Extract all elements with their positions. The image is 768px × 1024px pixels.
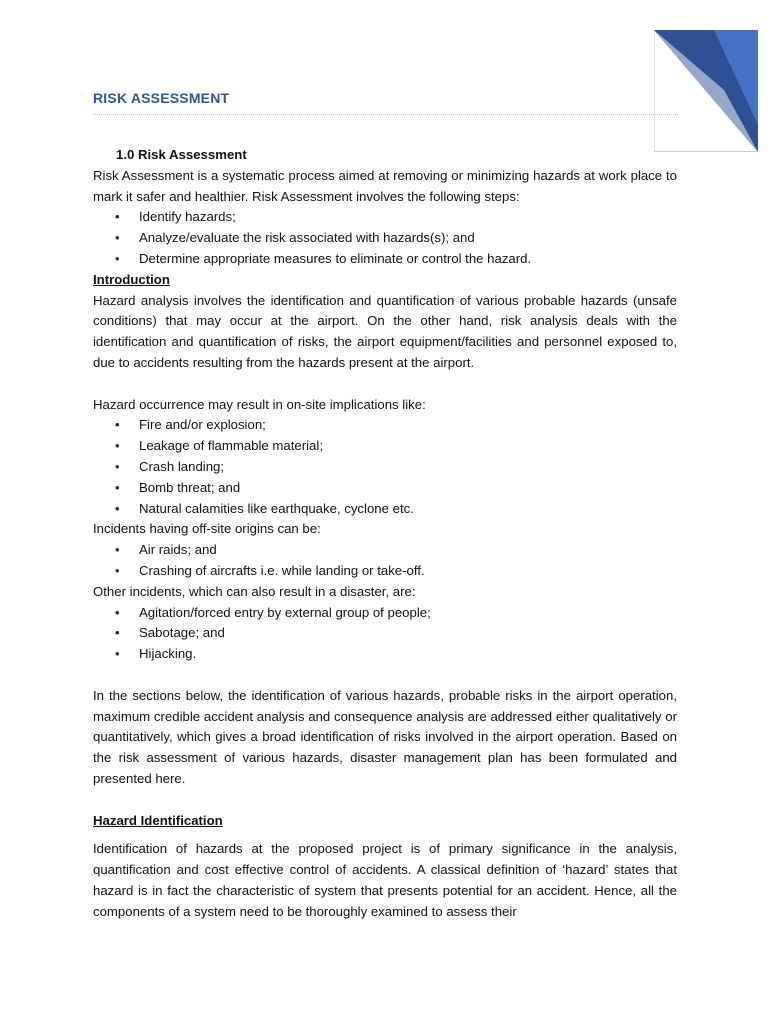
list-item: • Identify hazards; [93, 207, 677, 228]
offsite-lead: Incidents having off-site origins can be: [93, 521, 321, 537]
list-item: • Analyze/evaluate the risk associated with hazards(s); and [93, 228, 677, 249]
bullet-icon: • [115, 458, 120, 474]
list-item: • Fire and/or explosion; [93, 415, 677, 436]
heading-hazard-identification: Hazard Identification [93, 812, 223, 828]
bullet-icon: • [115, 625, 120, 641]
bullet-icon: • [115, 604, 120, 620]
bullet-icon: • [115, 438, 120, 454]
onsite-lead: Hazard occurrence may result in on-site implications like: [93, 396, 426, 412]
bullet-icon: • [115, 230, 120, 246]
list-item: • Determine appropriate measures to eliminate or control the hazard. [93, 249, 677, 270]
list-item: • Crashing of aircrafts i.e. while landing or take-off. [93, 561, 677, 582]
paragraph-introduction: Hazard analysis involves the identification and quantification of various probable hazards (unsafe conditions) that may occur at the airport. On the other hand, risk analysis deals with the identification and quantification of risks, the airport equipment/facilities and personnel exposed to, due to accidents resulting from the hazards present at the airport. [93, 292, 677, 370]
list-item: • Sabotage; and [93, 623, 677, 644]
paragraph-risk-assessment: Risk Assessment is a systematic process aimed at removing or minimizing hazards at work place to mark it safer and healthier. Risk Assessment involves the following steps: [93, 167, 677, 204]
list-item: • Agitation/forced entry by external group of people; [93, 603, 677, 624]
bullet-icon: • [115, 542, 120, 558]
bullet-icon: • [115, 479, 120, 495]
corner-decoration [654, 30, 758, 152]
bullet-icon: • [115, 646, 120, 662]
bullet-icon: • [115, 417, 120, 433]
onsite-list [93, 415, 677, 519]
bullet-icon: • [115, 500, 120, 516]
paragraph-sections-below: In the sections below, the identification of various hazards, probable risks in the airport operation, maximum credible accident analysis and consequence analysis are addressed either qualitatively or quantitatively, which gives a broad identification of risks involved in the airport operation. Based on the risk assessment of various hazards, disaster management plan has been formulated and presented here. [93, 687, 677, 786]
list-item: • Natural calamities like earthquake, cyclone etc. [93, 499, 677, 520]
bullet-icon: • [115, 250, 120, 266]
list-item: • Crash landing; [93, 457, 677, 478]
list-item: • Air raids; and [93, 540, 677, 561]
document-title: RISK ASSESSMENT [93, 90, 230, 106]
bullet-icon: • [115, 209, 120, 225]
list-item: • Hijacking. [93, 644, 677, 665]
list-item: • Leakage of flammable material; [93, 436, 677, 457]
offsite-list [93, 540, 677, 582]
other-lead: Other incidents, which can also result in a disaster, are: [93, 583, 416, 599]
document-body [93, 145, 677, 922]
title-divider [93, 114, 678, 115]
section-heading-risk-assessment: 1.0 Risk Assessment [116, 147, 247, 162]
steps-list [93, 207, 677, 269]
list-item: • Bomb threat; and [93, 478, 677, 499]
other-list [93, 603, 677, 665]
bullet-icon: • [115, 562, 120, 578]
paragraph-hazard-identification: Identification of hazards at the proposed project is of primary significance in the analysis, quantification and cost effective control of accidents. A classical definition of ‘hazard’ states that hazard is in fact the characteristic of system that presents potential for an accident. Hence, all the components of a system need to be thoroughly examined to assess their [93, 841, 677, 919]
heading-introduction: Introduction [93, 271, 170, 287]
